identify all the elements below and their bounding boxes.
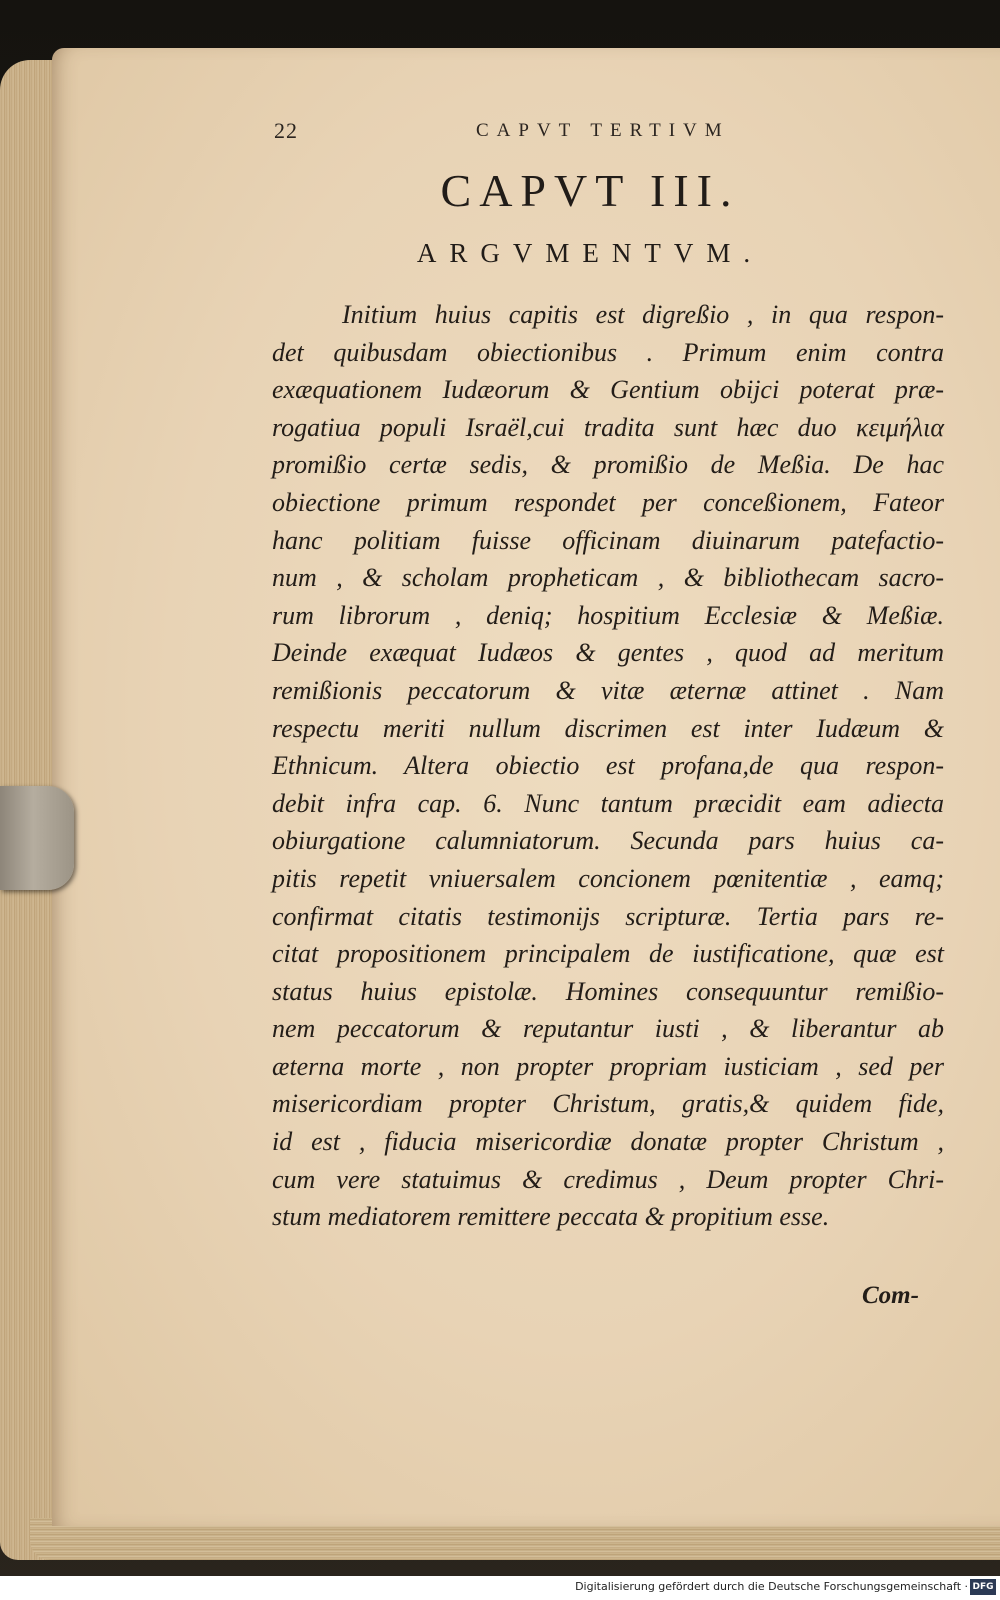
body-line: debit infra cap. 6. Nunc tantum præcidit eam adiecta xyxy=(272,788,944,818)
body-line: nem peccatorum & reputantur iusti , & liberantur ab xyxy=(272,1014,944,1044)
body-text xyxy=(272,296,944,1236)
body-line: Ethnicum. Altera obiectio est profana,de qua respon- xyxy=(272,751,944,781)
page-number: 22 xyxy=(274,118,298,143)
body-line: stum mediatorem remittere peccata & propitium esse. xyxy=(272,1202,830,1232)
dfg-logo: DFG xyxy=(970,1579,996,1595)
body-line: obiectione primum respondet per conceßionem, Fateor xyxy=(272,487,944,517)
body-line: obiurgatione calumniatorum. Secunda pars huius ca- xyxy=(272,826,944,856)
body-line: exæquationem Iudæorum & Gentium obijci poterat præ- xyxy=(272,375,944,405)
body-line: rogatiua populi Israël,cui tradita sunt hæc duo κειμήλια xyxy=(272,412,944,442)
body-line: det quibusdam obiectionibus . Primum enim contra xyxy=(272,337,944,367)
body-line: status huius epistolæ. Homines consequuntur remißio- xyxy=(272,976,944,1006)
footer-bar xyxy=(0,1576,1000,1600)
body-line: pitis repetit vniuersalem concionem pœnitentiæ , eamq; xyxy=(272,863,944,893)
running-title: CAPVT TERTIVM xyxy=(476,120,730,141)
page-clip xyxy=(0,786,74,890)
body-line: hanc politiam fuisse officinam diuinarum patefactio- xyxy=(272,525,944,555)
body-line: confirmat citatis testimonijs scripturæ. Tertia pars re- xyxy=(272,901,944,931)
chapter-title: CAPVT III. xyxy=(440,165,740,216)
body-line: num , & scholam propheticam , & bibliothecam sacro- xyxy=(272,563,944,593)
body-line: remißionis peccatorum & vitæ æternæ attinet . Nam xyxy=(272,675,944,705)
body-line: æterna morte , non propter propriam iusticiam , sed per xyxy=(272,1051,944,1081)
body-line: misericordiam propter Christum, gratis,& quidem fide, xyxy=(272,1089,944,1119)
body-line: rum librorum , deniq; hospitium Ecclesiæ & Meßiæ. xyxy=(272,600,944,630)
body-line: Initium huius capitis est digreßio , in qua respon- xyxy=(342,300,944,329)
body-line: Deinde exæquat Iudæos & gentes , quod ad meritum xyxy=(272,638,944,668)
body-line: cum vere statuimus & credimus , Deum propter Chri- xyxy=(272,1164,944,1194)
body-line: id est , fiducia misericordiæ donatæ propter Christum , xyxy=(272,1127,944,1157)
body-line: promißio certæ sedis, & promißio de Meßia. De hac xyxy=(272,450,944,480)
running-head xyxy=(274,118,954,148)
footer-credit: Digitalisierung gefördert durch die Deutsche Forschungsgemeinschaft · xyxy=(575,1580,968,1593)
body-line: citat propositionem principalem de iustificatione, quæ est xyxy=(272,939,944,969)
body-line: respectu meriti nullum discrimen est inter Iudæum & xyxy=(272,713,944,743)
catchword: Com- xyxy=(862,1282,919,1309)
argument-heading: ARGVMENTVM. xyxy=(416,238,764,268)
